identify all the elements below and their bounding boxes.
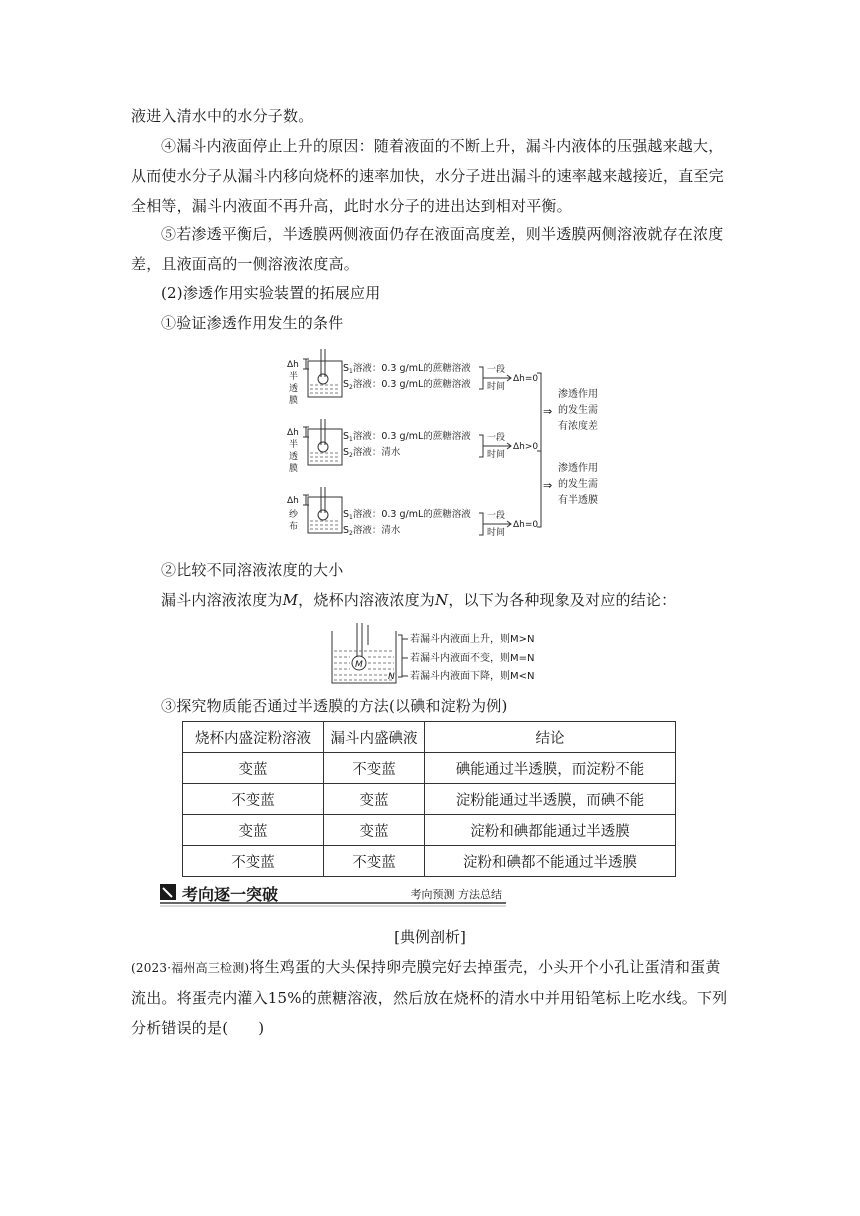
subheading-compare-concentration: ②比较不同溶液浓度的大小 (161, 561, 344, 579)
results-table (182, 721, 676, 877)
osmosis-conditions-figure (283, 347, 613, 547)
table-cell: 淀粉能通过半透膜，而碘不能 (425, 784, 676, 815)
table-cell: 淀粉和碘都能通过半透膜 (425, 815, 676, 846)
membrane-label-1a: 半 (289, 372, 299, 382)
table-cell: 变蓝 (183, 753, 324, 784)
table-cell: 不变蓝 (183, 846, 324, 877)
membrane-label-2a: 半 (289, 440, 299, 450)
paragraph-concentration-definition: 漏斗内溶液浓度为M，烧杯内溶液浓度为N，以下为各种现象及对应的结论： (161, 591, 677, 609)
s1-label-1: $S_1$溶液：0.3 g/mL的蔗糖溶液 (343, 363, 471, 375)
table-cell: 变蓝 (324, 784, 425, 815)
time-label-top-2: 一段 (487, 433, 506, 443)
funnel-bulb-1 (318, 374, 328, 384)
question-text: 将生鸡蛋的大头保持卵壳膜完好去掉蛋壳，小头开个小孔让蛋清和蛋黄流出。将蛋壳内灌入15%的蔗糖溶液，然后放在烧杯的清水中并用铅笔标上吃水线。下列分析错误的是( (131, 958, 728, 1037)
membrane-label-1b: 透 (289, 384, 299, 394)
section-heading-2: (2)渗透作用实验装置的拓展应用 (161, 284, 381, 302)
paragraph-point-5: ⑤若渗透平衡后，半透膜两侧液面仍存在液面高度差，则半透膜两侧溶液就存在浓度差，且液面高的一侧溶液浓度高。 (131, 225, 724, 273)
table-row (183, 753, 676, 784)
table-row (183, 784, 676, 815)
gauze-label-3b: 布 (289, 522, 299, 532)
beaker-label-n: N (388, 672, 395, 682)
s1-label-2: $S_1$溶液：0.3 g/mL的蔗糖溶液 (343, 431, 471, 443)
table-cell: 淀粉和碘都不能通过半透膜 (425, 846, 676, 877)
concentration-compare-figure (328, 621, 568, 689)
time-label-bottom-2: 时间 (487, 450, 506, 460)
table-cell: 碘能通过半透膜，而淀粉不能 (425, 753, 676, 784)
time-label-bottom-3: 时间 (487, 528, 506, 538)
osmosis-conditions-diagram (283, 347, 613, 547)
s1-label-3: $S_1$溶液：0.3 g/mL的蔗糖溶液 (343, 509, 471, 521)
result-label-2: Δh>0 (513, 442, 539, 452)
banner-title: 考向逐一突破 (182, 885, 279, 904)
time-label-top-3: 一段 (487, 511, 506, 521)
s2-label-1: $S_2$溶液：0.3 g/mL的蔗糖溶液 (343, 379, 471, 391)
subheading-explore-membrane: ③探究物质能否通过半透膜的方法(以碘和淀粉为例) (161, 697, 508, 715)
membrane-label-2c: 膜 (289, 464, 299, 474)
table-header-cell: 漏斗内盛碘液 (324, 722, 425, 753)
delta-h-label-2: Δh (287, 428, 299, 438)
table-row (183, 846, 676, 877)
implies-arrow-1: ⇒ (543, 405, 553, 418)
table-header-row (183, 722, 676, 753)
subheading-verify-conditions: ①验证渗透作用发生的条件 (161, 314, 344, 332)
table-cell: 变蓝 (324, 815, 425, 846)
conclusion-1-line-2: 的发生需 (558, 405, 598, 416)
paragraph-continuation: 液进入清水中的水分子数。 (131, 107, 314, 125)
implies-arrow-2: ⇒ (543, 479, 553, 492)
time-label-bottom-1: 时间 (487, 382, 506, 392)
table-row (183, 815, 676, 846)
table-cell: 变蓝 (183, 815, 324, 846)
result-label-1: Δh=0 (513, 374, 539, 384)
example-question (131, 952, 731, 1043)
s2-label-3: $S_2$溶液：清水 (343, 525, 401, 537)
time-label-top-1: 一段 (487, 365, 506, 375)
question-close: ) (258, 1019, 265, 1037)
table-header-cell: 结论 (425, 722, 676, 753)
rule-same: 若漏斗内液面不变，则M=N (410, 653, 535, 664)
gauze-label-3a: 纱 (289, 510, 299, 520)
concentration-compare-diagram (328, 621, 568, 689)
conclusion-2-line-2: 的发生需 (558, 479, 598, 490)
rule-rise: 若漏斗内液面上升，则M>N (410, 634, 535, 645)
conclusion-1-line-3: 有浓度差 (558, 421, 598, 432)
funnel-bulb-3 (318, 510, 328, 520)
paragraph-point-4: ④漏斗内液面停止上升的原因：随着液面的不断上升，漏斗内液体的压强越来越大，从而使水分子从漏斗内移向烧杯的速率加快，水分子进出漏斗的速率越来越接近，直至完全相等，漏斗内液面不再升高，此时水分子的进出达到相对平衡。 (131, 137, 724, 215)
delta-h-label-3: Δh (287, 496, 299, 506)
banner-subtitle: 考向预测 方法总结 (410, 888, 502, 901)
result-label-3: Δh=0 (513, 520, 539, 530)
bulb-label-m: M (355, 660, 363, 670)
conclusion-2-line-1: 渗透作用 (558, 463, 598, 474)
table-header-cell: 烧杯内盛淀粉溶液 (183, 722, 324, 753)
section-banner (160, 880, 506, 908)
table-cell: 不变蓝 (183, 784, 324, 815)
example-heading: [典例剖析] (394, 928, 466, 946)
rule-fall: 若漏斗内液面下降，则M<N (410, 671, 535, 682)
membrane-label-2b: 透 (289, 452, 299, 462)
s2-label-2: $S_2$溶液：清水 (343, 447, 401, 459)
question-source: (2023·福州高三检测) (131, 961, 250, 975)
conclusion-2-line-3: 有半透膜 (558, 495, 598, 506)
delta-h-label-1: Δh (287, 360, 299, 370)
conclusion-1-line-1: 渗透作用 (558, 389, 598, 400)
table-cell: 不变蓝 (324, 753, 425, 784)
table-cell: 不变蓝 (324, 846, 425, 877)
funnel-bulb-2 (318, 442, 328, 452)
membrane-label-1c: 膜 (289, 396, 299, 406)
